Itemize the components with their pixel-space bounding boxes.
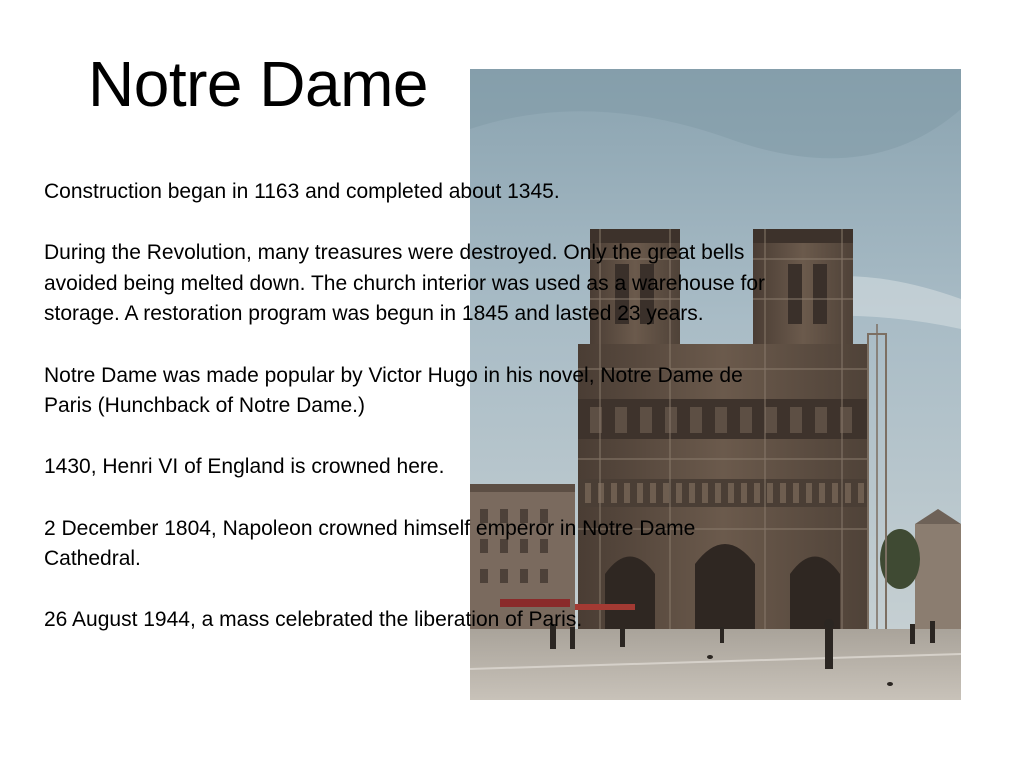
slide-title: Notre Dame	[88, 48, 428, 120]
paragraph-napoleon: 2 December 1804, Napoleon crowned himself emperor in Notre Dame Cathedral.	[44, 516, 696, 571]
paragraph-liberation: 26 August 1944, a mass celebrated the liberation of Paris.	[44, 608, 583, 632]
paragraph-revolution: During the Revolution, many treasures were destroyed. Only the great bells avoided being melted down. The church interior was used as a warehouse for storage. A restoration program was begun in 1845 and lasted 23 years.	[44, 241, 766, 326]
paragraph-henri-vi: 1430, Henri VI of England is crowned here.	[44, 455, 445, 479]
paragraph-victor-hugo: Notre Dame was made popular by Victor Hugo in his novel, Notre Dame de Paris (Hunchback of Notre Dame.)	[44, 363, 743, 418]
paragraph-construction: Construction began in 1163 and completed about 1345.	[44, 180, 560, 203]
slide-body	[44, 177, 944, 667]
